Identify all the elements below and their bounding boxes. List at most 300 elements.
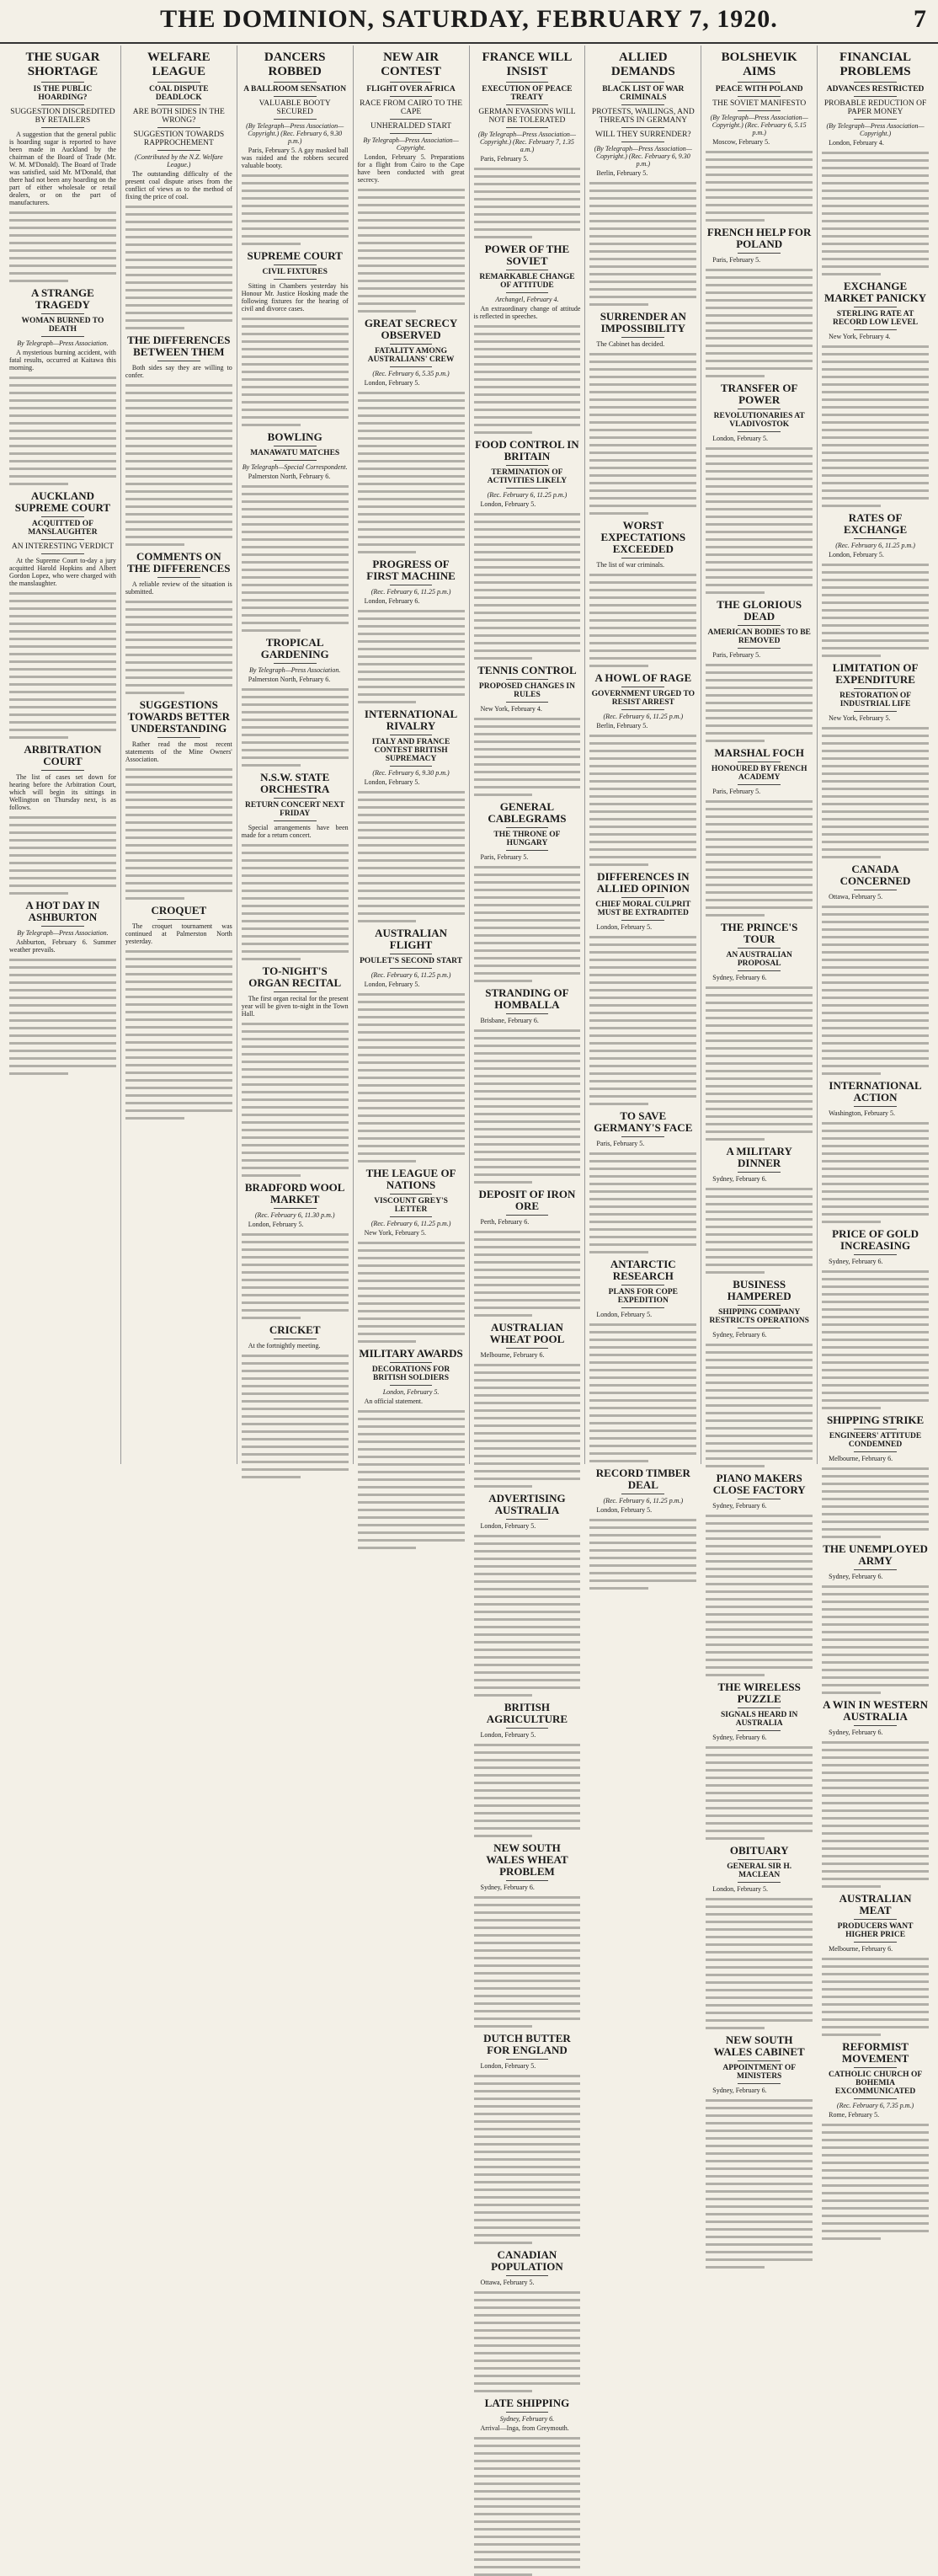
text-line xyxy=(706,329,813,332)
text-line xyxy=(242,1083,349,1086)
text-line xyxy=(706,1613,813,1616)
headline: TO-NIGHT'S ORGAN RECITAL xyxy=(248,965,342,989)
text-line xyxy=(358,521,465,523)
text-line xyxy=(358,610,465,612)
article-body: Sydney, February 6. xyxy=(712,2087,767,2094)
text-line xyxy=(822,1072,881,1075)
text-line xyxy=(822,826,929,828)
page-number: 7 xyxy=(914,5,926,33)
text-line xyxy=(822,936,929,938)
divider xyxy=(390,82,433,83)
text-line xyxy=(706,1389,813,1392)
text-line xyxy=(822,1331,929,1333)
text-line xyxy=(589,182,696,184)
text-line xyxy=(242,1091,349,1093)
divider xyxy=(506,1728,549,1729)
article xyxy=(474,1702,581,1837)
text-line xyxy=(242,516,349,518)
text-line xyxy=(474,2226,581,2229)
text-line xyxy=(474,1060,581,1062)
text-line xyxy=(358,1092,465,1094)
text-line xyxy=(706,1039,813,1042)
text-line xyxy=(822,1301,929,1303)
divider xyxy=(41,82,84,83)
text-line xyxy=(589,1160,696,1162)
text-line xyxy=(358,211,465,214)
dateline: (Rec. February 6, 11.25 p.m.) xyxy=(370,971,451,979)
text-line xyxy=(242,1279,349,1281)
text-line xyxy=(9,452,116,455)
text-line xyxy=(358,1160,417,1162)
text-line xyxy=(822,1467,929,1470)
text-line xyxy=(706,1115,813,1118)
subheadline: HONOURED BY FRENCH ACADEMY xyxy=(711,765,807,782)
text-line xyxy=(358,648,465,650)
text-line xyxy=(242,182,349,184)
text-line xyxy=(125,783,232,786)
text-line xyxy=(474,1181,533,1184)
text-line xyxy=(358,791,465,794)
text-line xyxy=(242,212,349,215)
article-body: Sydney, February 6. xyxy=(829,1729,883,1736)
text-line xyxy=(242,1167,349,1169)
text-line xyxy=(822,974,929,976)
dateline: (Rec. February 6, 11.25 p.m.) xyxy=(835,542,915,549)
text-line xyxy=(822,1137,929,1140)
text-line xyxy=(242,523,349,526)
divider xyxy=(274,663,317,664)
article-body: Ashburton, February 6. Summer weather prevails. xyxy=(9,938,116,954)
masthead xyxy=(0,0,938,44)
text-line xyxy=(125,996,232,998)
text-line xyxy=(589,1168,696,1170)
text-line xyxy=(474,2291,581,2294)
text-line xyxy=(706,2175,813,2178)
text-line xyxy=(9,242,116,244)
subheadline: PRODUCERS WANT HIGHER PRICE xyxy=(837,1922,914,1939)
text-line xyxy=(474,1128,581,1130)
text-line xyxy=(706,485,813,488)
text-line xyxy=(822,1631,929,1633)
text-line xyxy=(242,874,349,877)
text-line xyxy=(474,2234,581,2237)
divider xyxy=(506,1880,549,1881)
article xyxy=(822,281,929,507)
article-body: New York, February 4. xyxy=(829,333,891,340)
text-line xyxy=(706,1241,813,1243)
article xyxy=(706,922,813,1141)
text-line xyxy=(9,981,116,984)
text-line xyxy=(589,467,696,469)
headline: SURRENDER AN IMPOSSIBILITY xyxy=(600,310,686,334)
text-line xyxy=(706,732,813,735)
text-line xyxy=(9,1042,116,1045)
article xyxy=(474,2397,581,2576)
text-line xyxy=(822,1513,929,1515)
text-line xyxy=(125,973,232,975)
text-line xyxy=(125,661,232,664)
text-line xyxy=(358,920,417,922)
text-line xyxy=(358,498,465,500)
text-line xyxy=(822,1490,929,1493)
text-line xyxy=(474,740,581,743)
text-line xyxy=(474,927,581,929)
article-body: New York, February 5. xyxy=(364,1229,426,1237)
text-line xyxy=(822,579,929,581)
text-line xyxy=(589,974,696,976)
headline: DUTCH BUTTER FOR ENGLAND xyxy=(483,2032,571,2056)
text-line xyxy=(358,867,465,869)
text-line xyxy=(358,1145,465,1147)
text-line xyxy=(9,483,68,485)
text-line xyxy=(242,485,349,488)
subheadline: GERMAN EVASIONS WILL NOT BE TOLERATED xyxy=(478,108,576,125)
column-2 xyxy=(121,45,237,1464)
text-line xyxy=(358,1264,465,1267)
text-line xyxy=(125,392,232,394)
divider xyxy=(506,465,549,466)
text-line xyxy=(474,2375,581,2377)
subheadline: PEACE WITH POLAND xyxy=(715,85,803,94)
subheadline: SUGGESTION DISCREDITED BY RETAILERS xyxy=(10,108,115,125)
text-line xyxy=(822,1065,929,1067)
text-line xyxy=(474,1797,581,1799)
text-line xyxy=(822,1654,929,1656)
text-line xyxy=(589,981,696,984)
text-line xyxy=(822,2146,929,2149)
text-line xyxy=(474,1896,581,1899)
text-line xyxy=(706,561,813,564)
text-line xyxy=(125,1034,232,1036)
text-line xyxy=(474,1082,581,1085)
text-line xyxy=(589,505,696,507)
text-line xyxy=(474,1447,581,1450)
text-line xyxy=(706,1974,813,1976)
article-body: Palmerston North, February 6. xyxy=(248,473,331,480)
text-line xyxy=(589,1004,696,1007)
divider xyxy=(41,313,84,314)
text-line xyxy=(125,608,232,611)
text-line xyxy=(358,1242,465,1244)
text-line xyxy=(474,1558,581,1560)
text-line xyxy=(589,1392,696,1394)
text-line xyxy=(242,409,349,411)
article-body: Paris, February 5. xyxy=(480,853,529,861)
text-line xyxy=(822,1863,929,1865)
text-line xyxy=(706,1522,813,1525)
text-line xyxy=(474,1269,581,1271)
text-line xyxy=(589,497,696,500)
text-line xyxy=(822,1638,929,1641)
article xyxy=(822,51,929,275)
text-line xyxy=(474,2090,581,2092)
headline: NEW SOUTH WALES WHEAT PROBLEM xyxy=(486,1841,568,1878)
text-line xyxy=(9,437,116,440)
text-line xyxy=(822,2199,929,2202)
text-line xyxy=(589,190,696,192)
text-line xyxy=(589,1452,696,1455)
text-line xyxy=(822,414,929,416)
text-line xyxy=(9,1072,68,1075)
divider xyxy=(390,1362,433,1363)
subheadline: WILL THEY SURRENDER? xyxy=(594,131,691,139)
text-line xyxy=(706,815,813,818)
text-line xyxy=(242,500,349,503)
text-line xyxy=(358,1023,465,1026)
text-line xyxy=(242,1377,349,1380)
text-line xyxy=(822,429,929,431)
text-line xyxy=(242,220,349,222)
text-line xyxy=(589,596,696,599)
dateline: (Rec. February 6, 11.30 p.m.) xyxy=(254,1211,335,1219)
text-line xyxy=(589,612,696,614)
text-line xyxy=(358,1001,465,1003)
text-line xyxy=(589,989,696,991)
divider xyxy=(506,2412,549,2413)
text-line xyxy=(125,312,232,314)
subheadline: SHIPPING COMPANY RESTRICTS OPERATIONS xyxy=(709,1308,809,1325)
text-line xyxy=(822,1741,929,1744)
headline: A HOWL OF RAGE xyxy=(594,671,692,684)
text-line xyxy=(242,1271,349,1274)
text-line xyxy=(822,1684,929,1686)
text-line xyxy=(242,629,301,632)
text-line xyxy=(242,190,349,192)
text-line xyxy=(474,1231,581,1233)
subheadline: DECORATIONS FOR BRITISH SOLDIERS xyxy=(371,1365,450,1382)
text-line xyxy=(589,205,696,207)
text-line xyxy=(706,1077,813,1080)
text-line xyxy=(589,1152,696,1155)
divider xyxy=(621,920,664,921)
text-line xyxy=(589,966,696,969)
text-line xyxy=(474,1238,581,1241)
text-line xyxy=(474,1565,581,1568)
divider xyxy=(506,702,549,703)
text-line xyxy=(9,974,116,976)
text-line xyxy=(242,1392,349,1395)
text-line xyxy=(706,1799,813,1802)
text-line xyxy=(589,1346,696,1349)
text-line xyxy=(589,436,696,439)
divider xyxy=(390,344,433,345)
divider xyxy=(738,784,781,785)
text-line xyxy=(358,617,465,620)
text-line xyxy=(589,376,696,378)
text-line xyxy=(589,1549,696,1552)
subheadline: STERLING RATE AT RECORD LOW LEVEL xyxy=(832,310,919,327)
text-line xyxy=(242,1400,349,1403)
text-line xyxy=(9,265,116,267)
article-body: Both sides say they are willing to confer. xyxy=(125,364,232,379)
text-line xyxy=(242,1430,349,1433)
text-line xyxy=(474,2536,581,2538)
text-line xyxy=(358,249,465,252)
divider xyxy=(854,96,897,97)
text-line xyxy=(125,692,184,694)
text-line xyxy=(474,2189,581,2191)
text-line xyxy=(358,693,465,696)
text-line xyxy=(358,1478,465,1481)
divider xyxy=(157,577,200,578)
text-line xyxy=(474,2143,581,2146)
text-line xyxy=(822,1384,929,1387)
subheadline: ADVANCES RESTRICTED xyxy=(826,85,925,94)
text-line xyxy=(822,1285,929,1288)
text-line xyxy=(706,679,813,681)
text-line xyxy=(822,1676,929,1679)
text-line xyxy=(589,303,648,306)
column-6 xyxy=(585,45,701,1514)
divider xyxy=(506,488,549,489)
text-line xyxy=(474,2475,581,2477)
article-body: The croquet tournament was continued at Palmerston North yesterday. xyxy=(125,922,232,945)
text-line xyxy=(9,869,116,872)
text-line xyxy=(474,612,581,614)
text-line xyxy=(125,259,232,261)
headline: ARBITRATION COURT xyxy=(24,743,102,767)
text-line xyxy=(474,513,581,516)
text-line xyxy=(706,1651,813,1654)
subheadline: WOMAN BURNED TO DEATH xyxy=(21,317,104,334)
text-line xyxy=(822,2177,929,2179)
text-line xyxy=(822,624,929,627)
subheadline: IS THE PUBLIC HOARDING? xyxy=(33,85,93,102)
divider xyxy=(157,737,200,738)
text-line xyxy=(589,482,696,484)
subheadline: UNHERALDED START xyxy=(370,122,452,131)
text-line xyxy=(242,696,349,698)
text-line xyxy=(358,483,465,485)
text-line xyxy=(474,1595,581,1598)
text-line xyxy=(358,227,465,229)
text-line xyxy=(706,884,813,886)
text-line xyxy=(822,345,929,348)
headline: A STRANGE TRAGEDY xyxy=(31,286,94,311)
text-line xyxy=(706,694,813,697)
dateline: (By Telegraph—Press Association—Copyright.) (Rec. February 6, 9.30 p.m.) xyxy=(594,145,692,168)
text-line xyxy=(474,1611,581,1613)
text-line xyxy=(822,757,929,760)
article xyxy=(706,1279,813,1467)
text-line xyxy=(358,836,465,839)
text-line xyxy=(242,1385,349,1387)
headline: THE PRINCE'S TOUR xyxy=(720,921,798,945)
text-line xyxy=(125,452,232,455)
article-body: Sydney, February 6. xyxy=(829,1258,883,1265)
text-line xyxy=(822,647,929,649)
subheadline: PROPOSED CHANGES IN RULES xyxy=(478,682,575,699)
text-line xyxy=(706,299,813,302)
text-line xyxy=(589,406,696,409)
text-line xyxy=(9,824,116,826)
article xyxy=(242,772,349,960)
text-line xyxy=(706,352,813,355)
text-line xyxy=(706,2221,813,2223)
text-line xyxy=(706,2027,765,2029)
text-line xyxy=(125,274,232,276)
article-body: Paris, February 5. xyxy=(712,788,761,795)
text-line xyxy=(125,1064,232,1066)
text-line xyxy=(125,669,232,671)
text-line xyxy=(474,904,581,906)
text-line xyxy=(242,553,349,556)
text-line xyxy=(474,2120,581,2123)
text-line xyxy=(822,190,929,192)
text-line xyxy=(706,291,813,294)
text-line xyxy=(358,310,417,313)
article-body: London, February 5. xyxy=(596,923,653,931)
divider xyxy=(506,1013,549,1014)
text-line xyxy=(706,322,813,324)
text-line xyxy=(706,1989,813,1991)
text-line xyxy=(474,236,533,238)
article-body: Palmerston North, February 6. xyxy=(248,676,331,683)
masthead-title: THE DOMINION, SATURDAY, FEBRUARY 7, 1920. xyxy=(160,5,778,33)
subheadline: ITALY AND FRANCE CONTEST BRITISH SUPREMACY xyxy=(371,738,450,763)
text-line xyxy=(706,1674,765,1676)
text-line xyxy=(822,1339,929,1341)
text-line xyxy=(474,2098,581,2100)
text-line xyxy=(474,543,581,546)
text-line xyxy=(358,1287,465,1290)
text-line xyxy=(125,1094,232,1097)
text-line xyxy=(822,1152,929,1155)
text-line xyxy=(358,859,465,862)
text-line xyxy=(822,1885,881,1888)
text-line xyxy=(474,1307,581,1309)
text-line xyxy=(706,2167,813,2170)
text-line xyxy=(358,1054,465,1056)
text-line xyxy=(589,1088,696,1090)
text-line xyxy=(358,1249,465,1252)
text-line xyxy=(474,183,581,185)
text-line xyxy=(706,831,813,833)
text-line xyxy=(474,521,581,523)
text-line xyxy=(9,1065,116,1067)
text-line xyxy=(589,665,648,667)
text-line xyxy=(589,1534,696,1537)
dateline: (Rec. February 6, 11.25 p.m.) xyxy=(487,491,568,499)
subheadline: REMARKABLE CHANGE OF ATTITUDE xyxy=(479,273,575,290)
text-line xyxy=(242,844,349,847)
headline: CANADIAN POPULATION xyxy=(491,2248,563,2273)
text-line xyxy=(358,452,465,455)
text-line xyxy=(358,640,465,643)
text-line xyxy=(822,2192,929,2194)
text-line xyxy=(822,913,929,916)
article-body: London, February 5. xyxy=(364,778,420,786)
text-line xyxy=(474,175,581,178)
text-line xyxy=(358,392,465,394)
text-line xyxy=(242,378,349,381)
text-line xyxy=(822,205,929,207)
text-line xyxy=(242,943,349,945)
article-body: A suggestion that the general public is hoarding sugar is reported to have been made in Auckland by the chairman of the Board of Trade (Mr. W. M. M'Donald). The Board of Trade was satisfied, said Mr. M'Donald, that there had not been any hoarding on the part of either wholesale or retail dealers, or on the part of manufacturers. xyxy=(9,131,116,206)
text-line xyxy=(242,749,349,751)
headline: AUSTRALIAN MEAT xyxy=(839,1892,912,1916)
text-line xyxy=(706,523,813,526)
column-5 xyxy=(470,45,586,2432)
article xyxy=(822,1699,929,1888)
text-line xyxy=(358,993,465,996)
text-line xyxy=(474,1371,581,1374)
text-line xyxy=(474,2314,581,2317)
text-line xyxy=(822,1376,929,1379)
text-line xyxy=(125,768,232,771)
article-body: London, February 4. xyxy=(829,139,884,147)
text-line xyxy=(589,1399,696,1402)
